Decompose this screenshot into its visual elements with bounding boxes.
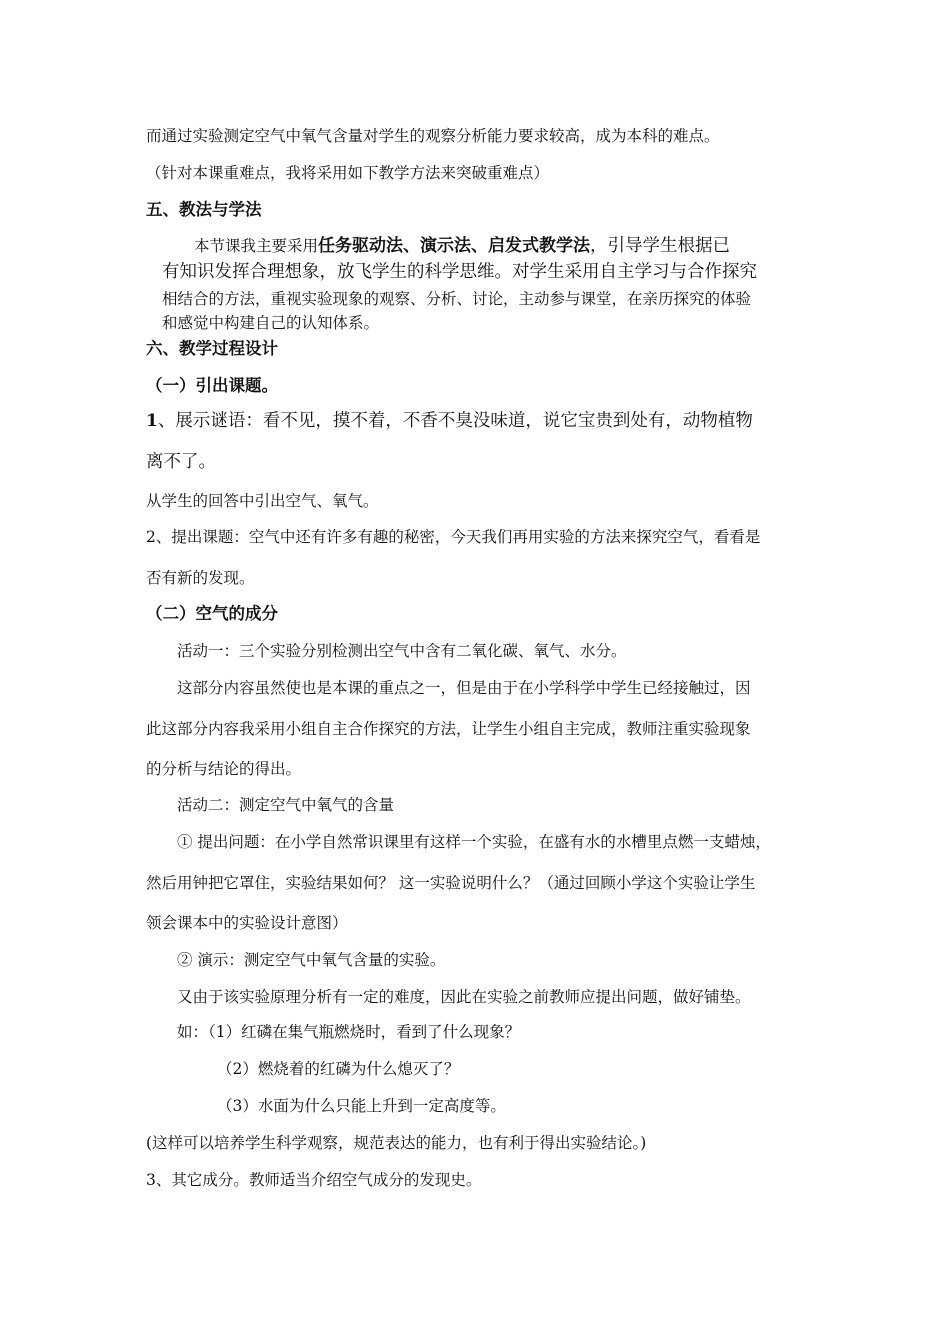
list-item: [146, 411, 753, 431]
list-item: 2、提出课题：空气中还有许多有趣的秘密，今天我们再用实验的方法来探究空气，看看是: [146, 528, 761, 546]
paragraph-line: 和感觉中构建自己的认知体系。: [162, 314, 380, 332]
paragraph-line: 然后用钟把它罩住，实验结果如何？ 这一实验说明什么？（通过回顾小学这个实验让学生: [146, 874, 756, 892]
subsection-heading: （一）引出课题。: [146, 376, 278, 395]
text-line: ② 演示：测定空气中氧气含量的实验。: [177, 951, 446, 969]
paragraph-line: 相结合的方法，重视实验现象的观察、分析、讨论，主动参与课堂，在亲历探究的体验: [162, 290, 752, 308]
text-line: 又由于该实验原理分析有一定的难度，因此在实验之前教师应提出问题，做好铺垫。: [177, 988, 751, 1006]
emphasis-text: 任务驱动法、演示法、启发式教学法: [318, 236, 591, 256]
list-item: （3）水面为什么只能上升到一定高度等。: [217, 1097, 506, 1115]
text-run: 本节课我主要采用: [194, 237, 319, 255]
paragraph-line: 此这部分内容我采用小组自主合作探究的方法，让学生小组自主完成，教师注重实验现象: [146, 720, 751, 738]
paragraph-line: 有知识发挥合理想象，放飞学生的科学思维。对学生采用自主学习与合作探究: [162, 262, 757, 282]
text-line: 活动二：测定空气中氧气的含量: [177, 796, 395, 814]
text-run: ，引导学生根据已: [590, 236, 731, 256]
paragraph-line: 这部分内容虽然使也是本课的重点之一，但是由于在小学科学中学生已经接触过，因: [177, 679, 751, 697]
text-line: （针对本课重难点，我将采用如下教学方法来突破重难点）: [146, 164, 550, 182]
list-item: （2）燃烧着的红磷为什么熄灭了？: [217, 1060, 460, 1078]
section-heading: 六、教学过程设计: [146, 339, 278, 358]
text-line: 而通过实验测定空气中氧气含量对学生的观察分析能力要求较高，成为本科的难点。: [146, 127, 720, 145]
text-line: 活动一：三个实验分别检测出空气中含有二氧化碳、氧气、水分。: [177, 642, 627, 660]
paragraph-line: 领会课本中的实验设计意图）: [146, 914, 348, 932]
text-line: 否有新的发现。: [146, 569, 255, 587]
text-line: 离不了。: [146, 452, 216, 472]
list-item: 3、其它成分。教师适当介绍空气成分的发现史。: [146, 1171, 482, 1189]
text-line: (这样可以培养学生科学观察，规范表达的能力，也有利于得出实验结论。): [146, 1134, 647, 1152]
subsection-heading: （二）空气的成分: [146, 604, 278, 623]
item-text: 、展示谜语：看不见，摸不着，不香不臭没味道，说它宝贵到处有，动物植物: [157, 411, 753, 431]
list-item: 如：（1）红磷在集气瓶燃烧时，看到了什么现象？: [177, 1023, 521, 1041]
text-line: 从学生的回答中引出空气、氧气。: [146, 492, 379, 510]
section-heading: 五、教法与学法: [146, 200, 262, 219]
paragraph-line: ① 提出问题：在小学自然常识课里有这样一个实验，在盛有水的水槽里点燃一支蜡烛，: [177, 833, 771, 851]
paragraph-line: 的分析与结论的得出。: [146, 760, 302, 778]
paragraph-line: [194, 236, 730, 256]
item-number: 1: [146, 411, 158, 431]
